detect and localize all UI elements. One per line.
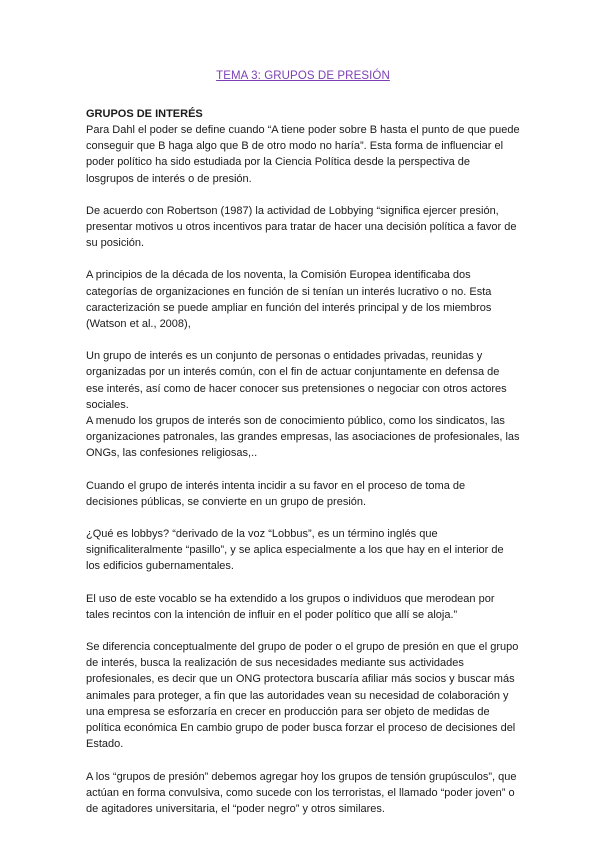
paragraph-vocablo: El uso de este vocablo se ha extendido a los grupos o individuos que merodean por tales recintos con la intención de influir en el poder político que allí se aloja.” (86, 592, 495, 621)
paragraph-lobbys: ¿Qué es lobbys? “derivado de la voz “Lobbus”, es un término inglés que significaliteralmente “pasillo”, y se aplica especialmente a los que hay en el interior de los edificios gubernamentales. (86, 528, 504, 573)
paragraph-dahl: Para Dahl el poder se define cuando “A tiene poder sobre B hasta el punto de que puede conseguir que B haga algo que B de otro modo no haría”. Esta forma de influenciar el poder político ha sido estudiada por la Ciencia Política desde la perspectiva de losgrupos de interés o de presión. (86, 124, 520, 185)
section-heading: GRUPOS DE INTERÉS (86, 108, 203, 120)
paragraph-robertson: De acuerdo con Robertson (1987) la actividad de Lobbying “significa ejercer presión, presentar motivos u otros incentivos para tratar de hacer una decisión política a favor de su posición. (86, 204, 517, 250)
paragraph-tension: A los “grupos de presión” debemos agregar hoy los grupos de tensión grupúsculos”, que actúan en forma convulsiva, como sucede con los terroristas, el llamado “poder joven” o de agitadores universitaria, el “poder negro” y otros similares. (86, 770, 517, 815)
paragraph-ejemplos: A menudo los grupos de interés son de conocimiento público, como los sindicatos, las organizaciones patronales, las grandes empresas, las asociaciones de profesionales, las ONGs, las confesiones religiosas,.. (86, 415, 520, 460)
paragraph-diferencia: Se diferencia conceptualmente del grupo de poder o el grupo de presión en que el grupo de interés, busca la realización de sus necesidades mediante sus actividades profesionales, es decir que un ONG protectora buscaría afiliar más socios y buscar más animales para proteger, a fin que las autoridades vean su necesidad de colaboración y una empresa se esforzaría en crecer en producción para ser objeto de medidas de política económica En cambio grupo de poder busca forzar el proceso de decisiones del Estado. (86, 641, 519, 751)
paragraph-comision-europea: A principios de la década de los noventa, la Comisión Europea identificaba dos categorías de organizaciones en función de si tenían un interés lucrativo o no. Esta caracterización se puede ampliar en función del interés principal y de los miembros (Watson et al., 2008), (86, 269, 492, 331)
paragraph-grupo-presion: Cuando el grupo de interés intenta incidir a su favor en el proceso de toma de decisiones públicas, se convierte en un grupo de presión. (86, 479, 466, 508)
paragraph-definicion: Un grupo de interés es un conjunto de personas o entidades privadas, reunidas y organizadas por un interés común, con el fin de actuar conjuntamente en defensa de ese interés, así como de hacer conocer sus pretensiones o negociar con otros actores sociales. (86, 350, 507, 411)
document-title: TEMA 3: GRUPOS DE PRESIÓN (216, 70, 390, 82)
